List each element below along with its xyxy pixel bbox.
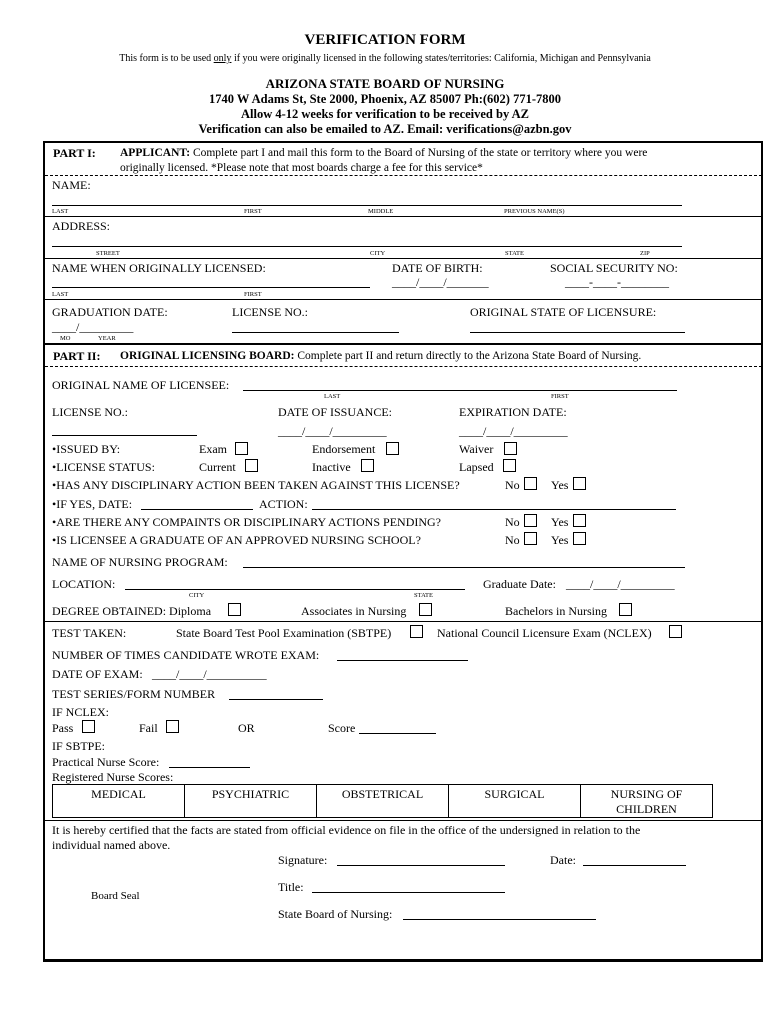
endorsement-checkbox[interactable] [386, 442, 399, 455]
orig-last-caption: LAST [52, 291, 69, 298]
waiver-label: Waiver [459, 442, 494, 456]
orig-first-caption: FIRST [244, 291, 262, 298]
signature-label: Signature: [278, 853, 328, 867]
if-sbtpe-label: IF SBTPE: [52, 739, 106, 753]
associates-checkbox[interactable] [419, 603, 432, 616]
title-label: Title: [278, 880, 304, 894]
practical-score-line[interactable] [169, 767, 250, 768]
inactive-checkbox[interactable] [361, 459, 374, 472]
board-seal-label: Board Seal [91, 890, 140, 902]
sbtpe-label: State Board Test Pool Examination (SBTPE) [176, 626, 392, 640]
graduate-date-label: Graduate Date: [483, 577, 556, 591]
divider [45, 299, 762, 300]
q2-no-label: No [505, 515, 520, 529]
disciplinary-question: •HAS ANY DISCIPLINARY ACTION BEEN TAKEN AGAINST THIS LICENSE? [52, 478, 460, 492]
graduate-question: •IS LICENSEE A GRADUATE OF AN APPROVED NURSING SCHOOL? [52, 533, 421, 547]
fail-checkbox[interactable] [166, 720, 179, 733]
address-label: ADDRESS: [52, 219, 111, 233]
location-label: LOCATION: [52, 577, 116, 591]
expiration-field[interactable]: ____/____/_________ [459, 424, 568, 438]
location-city-caption: CITY [189, 592, 205, 599]
nursing-program-line[interactable] [243, 567, 685, 568]
bachelors-label: Bachelors in Nursing [505, 604, 607, 618]
ssn-label: SOCIAL SECURITY NO: [550, 261, 678, 275]
grad-date-label: GRADUATION DATE: [52, 305, 168, 319]
state-caption: STATE [505, 250, 524, 257]
licensee-first-caption: FIRST [551, 393, 569, 400]
location-line[interactable] [125, 589, 465, 590]
license-line[interactable] [232, 332, 399, 333]
orig-licensee-label: ORIGINAL NAME OF LICENSEE: [52, 378, 230, 392]
waiver-checkbox[interactable] [504, 442, 517, 455]
lapsed-checkbox[interactable] [503, 459, 516, 472]
fail-label: Fail [139, 721, 158, 735]
street-caption: STREET [96, 250, 120, 257]
mo-caption: MO [60, 335, 71, 342]
psychiatric-column[interactable]: PSYCHIATRIC [185, 785, 317, 817]
score-label: Score [328, 721, 356, 735]
bachelors-checkbox[interactable] [619, 603, 632, 616]
cert-date-line[interactable] [583, 865, 686, 866]
city-caption: CITY [370, 250, 386, 257]
dob-label: DATE OF BIRTH: [392, 261, 483, 275]
name-previous-caption: PREVIOUS NAME(S) [504, 208, 565, 215]
test-series-line[interactable] [229, 699, 323, 700]
divider [45, 258, 762, 259]
part2-dashed-rule [45, 366, 762, 367]
zip-caption: ZIP [640, 250, 650, 257]
grad-date-field[interactable]: ____/_________ [52, 320, 134, 334]
surgical-column[interactable]: SURGICAL [449, 785, 581, 817]
divider [45, 820, 762, 821]
name-first-caption: FIRST [244, 208, 262, 215]
exam-date-label: DATE OF EXAM: [52, 667, 143, 681]
times-wrote-label: NUMBER OF TIMES CANDIDATE WROTE EXAM: [52, 648, 320, 662]
signature-line[interactable] [337, 865, 505, 866]
action-label: ACTION: [259, 497, 308, 511]
name-label: NAME: [52, 178, 91, 192]
nclex-label: National Council Licensure Exam (NCLEX) [437, 626, 652, 640]
associates-label: Associates in Nursing [301, 604, 407, 618]
exam-date-field[interactable]: ____/____/__________ [152, 667, 267, 681]
license-status-label: •LICENSE STATUS: [52, 460, 155, 474]
divider [45, 621, 762, 622]
part-divider [45, 343, 762, 345]
dob-field[interactable]: ____/____/_______ [392, 275, 489, 289]
times-wrote-line[interactable] [337, 660, 468, 661]
q3-yes-checkbox[interactable] [573, 532, 586, 545]
if-yes-date-label: •IF YES, DATE: [52, 497, 133, 511]
expiration-label: EXPIRATION DATE: [459, 405, 567, 419]
orig-licensee-line[interactable] [243, 390, 677, 391]
name-middle-caption: MIDDLE [368, 208, 394, 215]
q1-no-label: No [505, 478, 520, 492]
form-subtitle: This form is to be used only if you were originally licensed in the following states/territories: California, Michigan and Pennsylvania [119, 53, 651, 64]
board-name: ARIZONA STATE BOARD OF NURSING [265, 76, 505, 91]
certification-text-2: individual named above. [52, 838, 171, 852]
board-address: 1740 W Adams St, Ste 2000, Phoenix, AZ 85007 Ph:(602) 771-7800 [209, 92, 561, 106]
test-series-label: TEST SERIES/FORM NUMBER [52, 687, 216, 701]
orig-state-label: ORIGINAL STATE OF LICENSURE: [470, 305, 657, 319]
diploma-checkbox[interactable] [228, 603, 241, 616]
email-note: Verification can also be emailed to AZ. Email: verifications@azbn.gov [198, 122, 572, 136]
if-yes-date-line[interactable] [141, 509, 253, 510]
score-table [52, 784, 713, 818]
part2-label: PART II: [53, 349, 101, 363]
allow-weeks: Allow 4-12 weeks for verification to be received by AZ [240, 107, 530, 121]
license-no-line[interactable] [52, 435, 197, 436]
medical-column[interactable]: MEDICAL [53, 785, 185, 817]
part2-instructions: ORIGINAL LICENSING BOARD: Complete part II and return directly to the Arizona State Board of Nursing. [120, 350, 642, 362]
q3-no-label: No [505, 533, 520, 547]
score-line[interactable] [359, 733, 436, 734]
q3-no-checkbox[interactable] [524, 532, 537, 545]
exam-label: Exam [199, 442, 227, 456]
registered-scores-label: Registered Nurse Scores: [52, 770, 174, 784]
q2-no-checkbox[interactable] [524, 514, 537, 527]
divider [45, 216, 762, 217]
practical-score-label: Practical Nurse Score: [52, 755, 160, 769]
current-label: Current [199, 460, 236, 474]
address-line[interactable] [52, 246, 682, 247]
q3-yes-label: Yes [551, 533, 569, 547]
form-title: VERIFICATION FORM [304, 32, 466, 48]
pending-question: •ARE THERE ANY COMPAINTS OR DISCIPLINARY ACTIONS PENDING? [52, 515, 442, 529]
orig-state-line[interactable] [470, 332, 685, 333]
q1-yes-label: Yes [551, 478, 569, 492]
orig-name-line[interactable] [52, 287, 370, 288]
nursing-program-label: NAME OF NURSING PROGRAM: [52, 555, 228, 569]
license-label: LICENSE NO.: [232, 305, 308, 319]
nursing-children-column[interactable]: NURSING OF CHILDREN [610, 787, 683, 816]
or-label: OR [238, 721, 255, 735]
q1-no-checkbox[interactable] [524, 477, 537, 490]
year-caption: YEAR [98, 335, 116, 342]
pass-label: Pass [52, 721, 74, 735]
exam-checkbox[interactable] [235, 442, 248, 455]
certification-text: It is hereby certified that the facts are stated from official evidence on file in the office of the undersigned in relation to the [52, 823, 641, 837]
inactive-label: Inactive [312, 460, 351, 474]
title-line[interactable] [312, 892, 505, 893]
part1-instructions-2: originally licensed. *Please note that most boards charge a fee for this service* [120, 162, 483, 174]
orig-name-label: NAME WHEN ORIGINALLY LICENSED: [52, 261, 266, 275]
if-nclex-label: IF NCLEX: [52, 705, 109, 719]
name-last-caption: LAST [52, 208, 69, 215]
pass-checkbox[interactable] [82, 720, 95, 733]
cert-date-label: Date: [550, 853, 576, 867]
location-state-caption: STATE [414, 592, 433, 599]
q2-yes-checkbox[interactable] [573, 514, 586, 527]
degree-label: DEGREE OBTAINED: Diploma [52, 604, 212, 618]
q1-yes-checkbox[interactable] [573, 477, 586, 490]
graduate-date-field[interactable]: ____/____/_________ [566, 577, 675, 591]
obstetrical-column[interactable]: OBSTETRICAL [317, 785, 449, 817]
licensee-last-caption: LAST [324, 393, 341, 400]
issuance-label: DATE OF ISSUANCE: [278, 405, 393, 419]
nclex-checkbox[interactable] [669, 625, 682, 638]
state-board-line[interactable] [403, 919, 596, 920]
current-checkbox[interactable] [245, 459, 258, 472]
name-line[interactable] [52, 205, 682, 206]
test-taken-label: TEST TAKEN: [52, 626, 127, 640]
lapsed-label: Lapsed [459, 460, 494, 474]
issued-by-label: •ISSUED BY: [52, 442, 121, 456]
action-line[interactable] [312, 509, 676, 510]
q2-yes-label: Yes [551, 515, 569, 529]
part1-instructions: APPLICANT: Complete part I and mail this form to the Board of Nursing of the state or territory where you were [120, 147, 648, 159]
part1-label: PART I: [53, 146, 96, 160]
state-board-label: State Board of Nursing: [278, 907, 393, 921]
license-no-label: LICENSE NO.: [52, 405, 128, 419]
endorsement-label: Endorsement [312, 442, 376, 456]
ssn-field[interactable]: ____-____-________ [565, 275, 669, 289]
issuance-field[interactable]: ____/____/_________ [278, 424, 387, 438]
sbtpe-checkbox[interactable] [410, 625, 423, 638]
part1-dashed-rule [45, 175, 762, 176]
